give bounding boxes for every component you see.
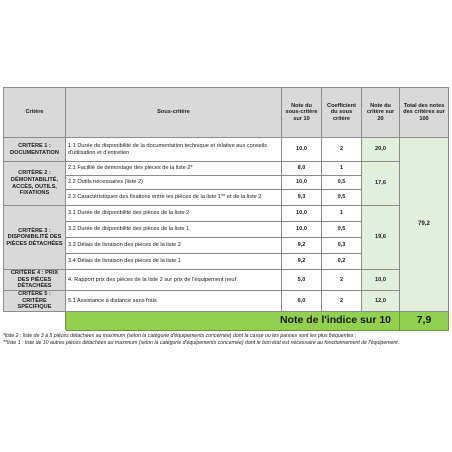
subcriterion-4: 4. Rapport prix des pièces de la liste 2 sur prix de l'équipement neuf: [66, 270, 282, 291]
criterion-1-note20: 20,0: [362, 138, 400, 162]
table-row: [4, 291, 449, 312]
header-row: [4, 88, 449, 138]
subcriterion-4-note: 5,0: [282, 270, 322, 291]
criterion-2-label: CRITÈRE 2 : DÉMONTABILITÉ, ACCÈS, OUTILS, FIXATIONS: [4, 162, 66, 206]
subcriterion-3-2-coef: 0,5: [322, 222, 362, 238]
subcriterion-3-3: 3.3 Délais de livraison des pièces de la liste 2: [66, 238, 282, 254]
subcriterion-2-2: 2.2 Outils nécessaires (liste 2): [66, 176, 282, 190]
criterion-2-note20: 17,6: [362, 162, 400, 206]
header-note: Note du sous-critère sur 10: [282, 88, 322, 138]
repairability-score-sheet: [0, 87, 452, 348]
subcriterion-2-2-note: 10,0: [282, 176, 322, 190]
subcriterion-3-4-note: 9,2: [282, 254, 322, 270]
subcriterion-1-1-coef: 2: [322, 138, 362, 162]
subcriterion-5-1-note: 6,0: [282, 291, 322, 312]
header-note-20: Note du critère sur 20: [362, 88, 400, 138]
total-score: 79,2: [400, 138, 449, 312]
table-row: [4, 270, 449, 291]
subcriterion-2-1: 2.1 Facilité de démontage des pièces de la liste 2*: [66, 162, 282, 176]
subcriterion-2-1-note: 8,0: [282, 162, 322, 176]
subcriterion-5-1-coef: 2: [322, 291, 362, 312]
subcriterion-5-1: 5.1 Assistance à distance sans frais: [66, 291, 282, 312]
subcriterion-2-3-note: 9,3: [282, 190, 322, 206]
subcriterion-3-1-note: 10,0: [282, 206, 322, 222]
header-critere: Critère: [4, 88, 66, 138]
subcriterion-3-1-coef: 1: [322, 206, 362, 222]
criterion-3-label: CRITÈRE 3 : DISPONIBILITÉ DES PIÈCES DÉTACHÉES: [4, 206, 66, 270]
criterion-5-note20: 12,0: [362, 291, 400, 312]
table-row: [4, 138, 449, 162]
criterion-4-note20: 10,0: [362, 270, 400, 291]
subcriterion-3-1: 3.1 Durée de disponibilité des pièces de la liste 2: [66, 206, 282, 222]
table-row: [4, 206, 449, 222]
subcriterion-3-4-coef: 0,2: [322, 254, 362, 270]
subcriterion-3-3-coef: 0,3: [322, 238, 362, 254]
criterion-3-note20: 19,6: [362, 206, 400, 270]
final-score-value: 7,9: [400, 311, 449, 330]
footnote-liste-1: **liste 1 : liste de 10 autres pièces détachées au maximum (selon la catégorie d'équipements concernée) dont le bon état est nécessaire au fonctionnement de l'équipement.: [3, 340, 400, 347]
subcriterion-1-1-note: 10,0: [282, 138, 322, 162]
subcriterion-1-1: 1.1 Durée de disponibilité de la documentation technique et relative aux conseils d'utilisation et d'entretien: [66, 138, 282, 162]
subcriterion-2-1-coef: 1: [322, 162, 362, 176]
final-score-row: [4, 311, 449, 330]
footnotes: [3, 333, 448, 348]
footnote-liste-2: *liste 2 : liste de 3 à 5 pièces détachées au maximum (selon la catégorie d'équipements concernée) dont la casse ou les pannes sont les plus fréquentes ;: [3, 332, 357, 339]
subcriterion-3-2-note: 10,0: [282, 222, 322, 238]
subcriterion-4-coef: 2: [322, 270, 362, 291]
criterion-1-label: CRITÈRE 1 : DOCUMENTATION: [4, 138, 66, 162]
final-score-label: Note de l'indice sur 10: [66, 311, 400, 330]
subcriterion-2-3-coef: 0,5: [322, 190, 362, 206]
final-row-spacer: [4, 311, 66, 330]
subcriterion-3-2: 3.2 Durée de disponibilité des pièces de la liste 1: [66, 222, 282, 238]
criterion-4-label: CRITÈRE 4 : PRIX DES PIÈCES DÉTACHÉES: [4, 270, 66, 291]
criterion-5-label: CRITÈRE 5 : CRITÈRE SPÉCIFIQUE: [4, 291, 66, 312]
table-row: [4, 162, 449, 176]
header-total: Total des notes des critères sur 100: [400, 88, 449, 138]
score-table: [3, 87, 449, 331]
subcriterion-3-3-note: 9,2: [282, 238, 322, 254]
subcriterion-2-2-coef: 0,5: [322, 176, 362, 190]
header-sous-critere: Sous-critère: [66, 88, 282, 138]
header-coefficient: Coefficient du sous critère: [322, 88, 362, 138]
subcriterion-2-3: 2.3 Caractéristiques des fixations entre les pièces de la liste 1** et de la liste 2: [66, 190, 282, 206]
subcriterion-3-4: 3.4 Délais de livraison des pièces de la liste 1: [66, 254, 282, 270]
